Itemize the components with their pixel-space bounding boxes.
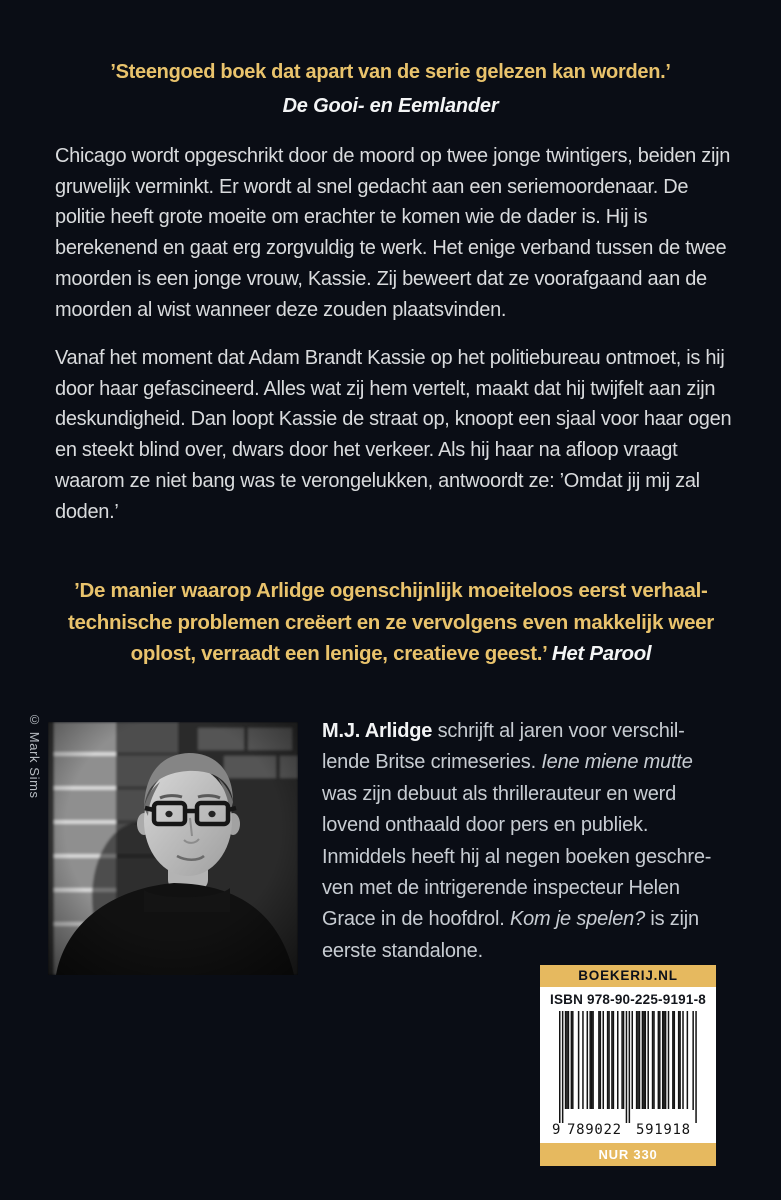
isbn-label: ISBN 978-90-225-9191-8: [550, 992, 706, 1007]
bio-segment-1: schrijft al jaren voor verschillende Britse crimeseries.: [322, 720, 685, 774]
publisher-banner: BOEKERIJ.NL: [540, 965, 716, 987]
synopsis-paragraph-1: Chicago wordt opgeschrikt door de moord op twee jonge twintigers, beiden zijn gruwelijk verminkt. Er wordt al snel gedacht aan een seriemoordenaar. De politie heeft grote moeite om erachter te komen wie de dader is. Hij is berekenend en gaat erg zorgvuldig te werk. Het enige verband tussen de twee moorden is een jonge vrouw, Kassie. Zij beweert dat ze voorafgaand aan de moorden al wist wanneer deze zouden plaatsvinden.: [55, 145, 731, 321]
bio-segment-2: was zijn debuut als thrillerauteur en werd lovend onthaald door pers en publiek. Inmiddels heeft hij al negen boeken geschreven met de intrigerende inspecteur Helen Grace in de hoofdrol.: [322, 782, 712, 931]
bio-segment-3: is zijn eerste standalone.: [322, 908, 699, 962]
book-title-iene-miene-mutte: Iene miene mutte: [541, 751, 693, 774]
press-quote-top-source: De Gooi- en Eemlander: [282, 95, 499, 117]
press-quote-top: ’Steengoed boek dat apart van de serie gelezen kan worden.’: [110, 61, 671, 83]
book-title-kom-je-spelen: Kom je spelen?: [509, 908, 645, 931]
barcode: [552, 1011, 704, 1139]
author-bio: [322, 716, 726, 967]
nur-banner: NUR 330: [540, 1143, 716, 1166]
press-quote-mid: [58, 575, 724, 670]
barcode-digit-lead: 9: [552, 1122, 561, 1138]
press-quote-mid-text: ’De manier waarop Arlidge ogenschijnlijk moeiteloos eerst verhaaltechnische problemen creëert en ze vervolgens even makkelijk weer oplost, verraadt een lenige, creatieve geest.’: [68, 579, 714, 665]
press-quote-mid-source: Het Parool: [551, 642, 652, 665]
barcode-digits-left: 789022: [567, 1122, 621, 1138]
synopsis-paragraph-2: Vanaf het moment dat Adam Brandt Kassie op het politiebureau ontmoet, is hij door haar gefascineerd. Alles wat zij hem vertelt, maakt dat hij twijfelt aan zijn deskundigheid. Dan loopt Kassie de straat op, knoopt een sjaal voor haar ogen en steekt blind over, dwars door het verkeer. Als hij haar na afloop vraagt waarom ze niet bang was te verongelukken, antwoordt ze: ’Omdat jij mij zal doden.’: [55, 347, 732, 523]
author-photo: [48, 722, 298, 975]
photo-credit: © Mark Sims: [27, 712, 42, 799]
barcode-box: [540, 965, 716, 1166]
author-name: M.J. Arlidge: [322, 720, 433, 742]
barcode-bars: [559, 1011, 697, 1123]
barcode-panel: [540, 987, 716, 1143]
barcode-digits-right: 591918: [636, 1122, 690, 1138]
